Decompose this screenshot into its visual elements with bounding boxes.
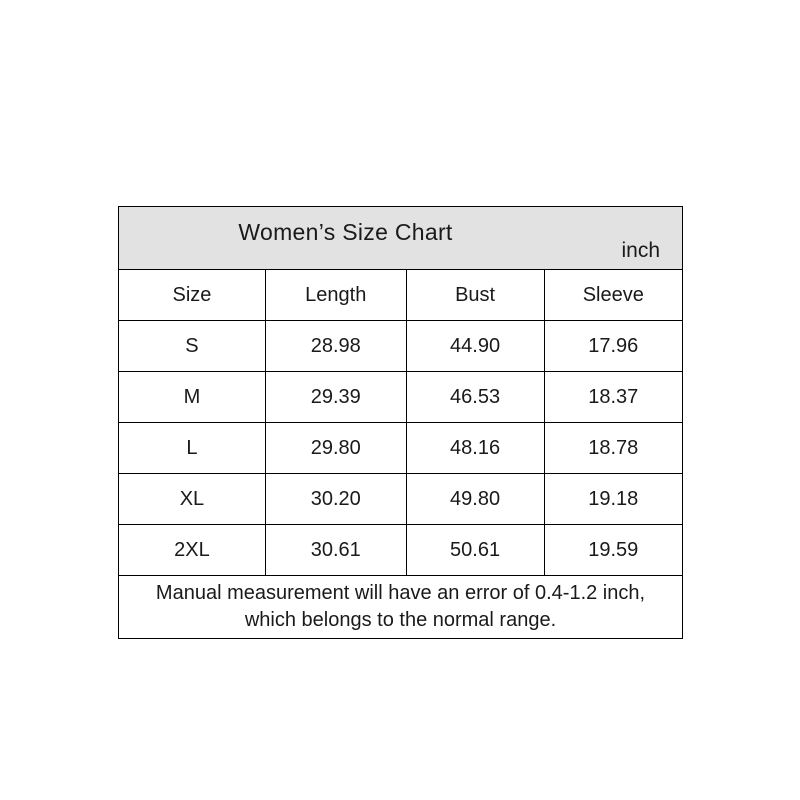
cell-length: 30.61 [265, 525, 406, 576]
cell-size: S [119, 321, 265, 372]
table-row [119, 423, 682, 474]
cell-length: 29.39 [265, 372, 406, 423]
table-row [119, 474, 682, 525]
cell-sleeve: 19.18 [544, 474, 682, 525]
size-chart-table [119, 207, 682, 638]
title-cell [119, 207, 682, 270]
cell-bust: 50.61 [406, 525, 544, 576]
cell-bust: 46.53 [406, 372, 544, 423]
cell-length: 29.80 [265, 423, 406, 474]
table-row [119, 525, 682, 576]
cell-bust: 48.16 [406, 423, 544, 474]
cell-size: L [119, 423, 265, 474]
cell-length: 30.20 [265, 474, 406, 525]
note-line-2: which belongs to the normal range. [244, 609, 557, 631]
cell-sleeve: 18.78 [544, 423, 682, 474]
cell-size: M [119, 372, 265, 423]
chart-title: Women’s Size Chart [238, 219, 453, 245]
cell-sleeve: 18.37 [544, 372, 682, 423]
measurement-note [119, 576, 682, 639]
cell-bust: 49.80 [406, 474, 544, 525]
table-header-row [119, 270, 682, 321]
size-chart-container [118, 206, 683, 639]
note-row [119, 576, 682, 639]
unit-label: inch [621, 239, 660, 262]
column-header-size: Size [119, 270, 265, 321]
cell-size: XL [119, 474, 265, 525]
note-line-1: Manual measurement will have an error of 0.4-1.2 inch, [155, 582, 646, 604]
column-header-sleeve: Sleeve [544, 270, 682, 321]
cell-sleeve: 17.96 [544, 321, 682, 372]
column-header-bust: Bust [406, 270, 544, 321]
column-header-length: Length [265, 270, 406, 321]
cell-length: 28.98 [265, 321, 406, 372]
cell-sleeve: 19.59 [544, 525, 682, 576]
table-row [119, 321, 682, 372]
title-row [119, 207, 682, 270]
table-row [119, 372, 682, 423]
cell-bust: 44.90 [406, 321, 544, 372]
cell-size: 2XL [119, 525, 265, 576]
